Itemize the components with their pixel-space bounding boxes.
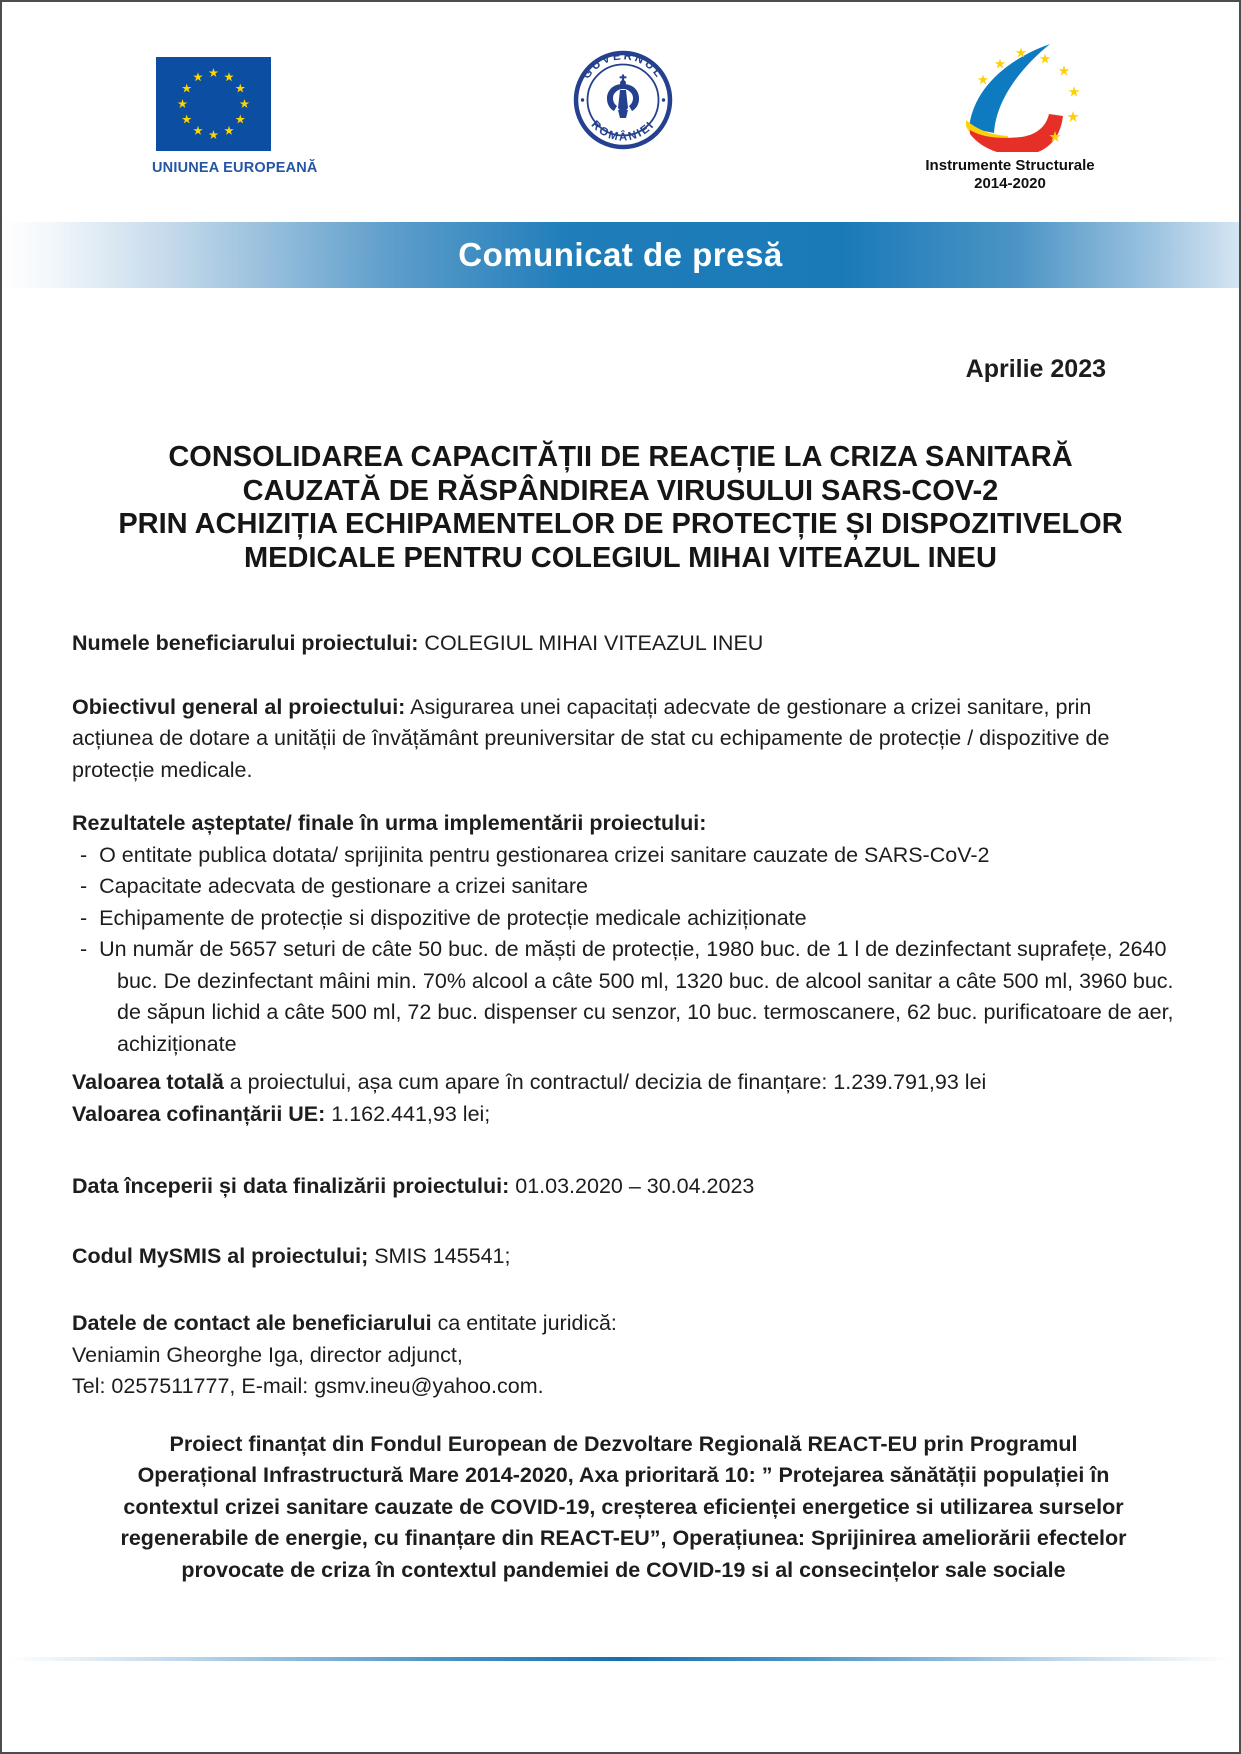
dates-label: Data începerii și data finalizării proiectului: xyxy=(72,1174,510,1198)
structural-instruments-label-line1: Instrumente Structurale xyxy=(925,157,1095,174)
bottom-divider xyxy=(8,1657,1233,1661)
list-item: - Echipamente de protecție si dispozitive de protecție medicale achiziționate xyxy=(72,903,1175,935)
title-line-2: CAUZATĂ DE RĂSPÂNDIREA VIRUSULUI SARS-COV-2 xyxy=(242,474,999,507)
contact-suffix: ca entitate juridică: xyxy=(431,1311,617,1335)
smis-paragraph xyxy=(72,1241,1175,1273)
contact-paragraph xyxy=(72,1308,1175,1403)
eu-logo xyxy=(152,57,318,176)
eu-logo-label: UNIUNEA EUROPEANĂ xyxy=(152,160,318,176)
smis-value: SMIS 145541; xyxy=(368,1243,511,1268)
title-line-4: MEDICALE PENTRU COLEGIUL MIHAI VITEAZUL INEU xyxy=(244,541,997,574)
press-release-banner xyxy=(2,222,1239,288)
cofinancing-label: Valoarea cofinanțării UE: xyxy=(72,1101,326,1126)
smis-label: Codul MySMIS al proiectului; xyxy=(72,1243,369,1268)
document-body xyxy=(72,628,1175,1586)
values-paragraph xyxy=(72,1067,1175,1130)
contact-person: Veniamin Gheorghe Iga, director adjunct, xyxy=(72,1342,463,1367)
gov-seal-icon xyxy=(573,50,673,150)
structural-instruments-icon xyxy=(900,40,1120,152)
beneficiary-label: Numele beneficiarului proiectului: xyxy=(72,631,419,655)
list-item: - Capacitate adecvata de gestionare a crizei sanitare xyxy=(72,871,1175,903)
dates-value: 01.03.2020 – 30.04.2023 xyxy=(509,1174,755,1198)
gov-seal-top-text: GUVERNUL xyxy=(580,50,666,82)
total-value-text: a proiectului, așa cum apare în contractul/ decizia de finanțare: 1.239.791,93 lei xyxy=(223,1070,987,1094)
structural-instruments-label-line2: 2014-2020 xyxy=(974,175,1046,192)
list-item: - O entitate publica dotata/ sprijinita pentru gestionarea crizei sanitare cauzate de SARS-CoV-2 xyxy=(72,840,1175,872)
gov-logo xyxy=(573,50,673,150)
results-heading xyxy=(72,808,1175,840)
objective-value: Asigurarea unei capacitați adecvate de gestionare a crizei sanitare, prin acțiunea de dotare a unității de învățământ preuniversitar de stat cu echipamente de protecție / dispozitive de protecție medicale. xyxy=(72,694,1110,782)
title-line-3: PRIN ACHIZIȚIA ECHIPAMENTELOR DE PROTECȚIE ȘI DISPOZITIVELOR xyxy=(118,508,1123,540)
objective-paragraph xyxy=(72,692,1175,787)
document-title xyxy=(38,441,1203,575)
title-line-1: CONSOLIDAREA CAPACITĂȚII DE REACȚIE LA CRIZA SANITARĂ xyxy=(168,441,1073,473)
list-item: - Un număr de 5657 seturi de câte 50 buc. de măști de protecție, 1980 buc. de 1 l de dezinfectant suprafețe, 2640 buc. De dezinfectant mâini min. 70% alcool a câte 500 ml, 1320 buc. de alcool sanitar a câte 500 ml, 3960 buc. de săpun lichid a câte 500 ml, 72 buc. dispenser cu senzor, 10 buc. termoscanere, 62 buc. purificatoare de aer, achiziționate xyxy=(72,934,1175,1060)
beneficiary-value: COLEGIUL MIHAI VITEAZUL INEU xyxy=(418,631,764,655)
beneficiary-paragraph xyxy=(72,628,1175,660)
eagle-crest-icon xyxy=(607,75,639,119)
cofinancing-value: 1.162.441,93 lei; xyxy=(325,1101,491,1126)
gov-seal-bottom-text: ROMÂNIEI xyxy=(588,118,658,144)
objective-label: Obiectivul general al proiectului: xyxy=(72,694,406,719)
total-value-label: Valoarea totală xyxy=(72,1070,224,1094)
date-line: Aprilie 2023 xyxy=(965,355,1106,383)
banner-title: Comunicat de presă xyxy=(458,236,783,273)
contact-phone-email: Tel: 0257511777, E-mail: gsmv.ineu@yahoo.com. xyxy=(72,1374,544,1398)
structural-instruments-logo xyxy=(900,40,1120,193)
funding-note: Proiect finanțat din Fondul European de Dezvoltare Regională REACT-EU prin Programul Operațional Infrastructură Mare 2014-2020, Axa prioritară 10: ” Protejarea sănătății populației în contextul crizei sanitare cauzate de COVID-19, creșterea eficienței energetice si utilizarea surselor regenerabile de energie, cu finanțare din REACT-EU”, Operațiunea: Sprijinirea ameliorării efectelor provocate de criza în contextul pandemiei de COVID-19 si al consecințelor sale sociale xyxy=(120,1431,1127,1582)
dates-paragraph xyxy=(72,1171,1175,1203)
results-list xyxy=(72,840,1175,1061)
results-label: Rezultatele așteptate/ finale în urma implementării proiectului: xyxy=(72,811,707,835)
eu-flag-icon xyxy=(156,57,271,151)
contact-label: Datele de contact ale beneficiarului xyxy=(72,1311,432,1335)
